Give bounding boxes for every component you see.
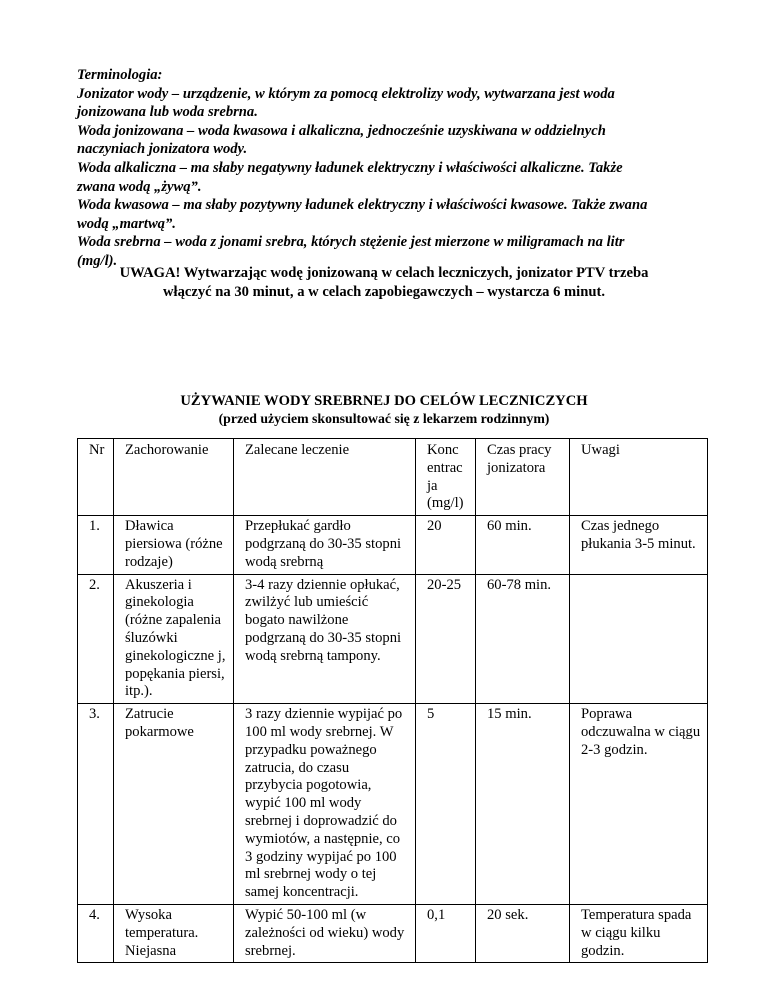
cell-disease: Zatrucie pokarmowe xyxy=(114,704,234,905)
terminology-line: wodą „martwą”. xyxy=(77,215,176,232)
cell-concentration: 20-25 xyxy=(416,574,476,704)
cell-notes: Temperatura spada w ciągu kilku godzin. xyxy=(570,904,708,962)
terminology-block xyxy=(77,66,697,271)
cell-treatment: 3-4 razy dziennie opłukać, zwilżyć lub umieścić bogato nawilżone podgrzaną do 30-35 stopni wodą srebrną tampony. xyxy=(234,574,416,704)
terminology-line: Woda jonizowana – woda kwasowa i alkaliczna, jednocześnie uzyskiwana w oddzielnych xyxy=(77,122,606,139)
cell-concentration: 5 xyxy=(416,704,476,905)
cell-concentration: 0,1 xyxy=(416,904,476,962)
cell-time: 20 sek. xyxy=(476,904,570,962)
terminology-line: Jonizator wody – urządzenie, w którym za pomocą elektrolizy wody, wytwarzana jest woda xyxy=(77,85,615,102)
cell-time: 60 min. xyxy=(476,516,570,574)
header-time: Czas pracy jonizatora xyxy=(476,439,570,516)
treatment-table xyxy=(77,438,708,963)
table-header-row xyxy=(78,439,708,516)
header-treatment: Zalecane leczenie xyxy=(234,439,416,516)
table-row xyxy=(78,516,708,574)
terminology-line: Woda srebrna – woda z jonami srebra, których stężenie jest mierzone w miligramach na litr xyxy=(77,234,625,251)
cell-treatment: 3 razy dziennie wypijać po 100 ml wody srebrnej. W przypadku poważnego zatrucia, do czasu przybycia pogotowia, wypić 100 ml wody srebrnej i doprowadzić do wymiotów, a następnie, co 3 godziny wypijać po 100 ml srebrnej wody o tej samej koncentracji. xyxy=(234,704,416,905)
cell-time: 60-78 min. xyxy=(476,574,570,704)
terminology-line: jonizowana lub woda srebrna. xyxy=(77,104,258,121)
header-nr: Nr xyxy=(78,439,114,516)
terminology-line: naczyniach jonizatora wody. xyxy=(77,141,248,158)
table-row xyxy=(78,904,708,962)
terminology-line: Terminologia: xyxy=(77,67,163,83)
cell-nr: 2. xyxy=(78,574,114,704)
table-row xyxy=(78,704,708,905)
section-subtitle: (przed użyciem skonsultować się z lekarzem rodzinnym) xyxy=(218,411,550,426)
cell-treatment: Wypić 50-100 ml (w zależności od wieku) wody srebrnej. xyxy=(234,904,416,962)
cell-disease: Akuszeria i ginekologia (różne zapalenia śluzówki ginekologiczne j, popękania piersi, itp.). xyxy=(114,574,234,704)
cell-nr: 1. xyxy=(78,516,114,574)
terminology-line: Woda alkaliczna – ma słaby negatywny ładunek elektryczny i właściwości alkaliczne. Także xyxy=(77,159,623,176)
header-notes: Uwagi xyxy=(570,439,708,516)
cell-nr: 4. xyxy=(78,904,114,962)
cell-notes xyxy=(570,574,708,704)
header-disease: Zachorowanie xyxy=(114,439,234,516)
terminology-line: Woda kwasowa – ma słaby pozytywny ładunek elektryczny i właściwości kwasowe. Także zwana xyxy=(77,197,648,214)
terminology-line: (mg/l). xyxy=(77,252,118,269)
cell-notes: Poprawa odczuwalna w ciągu 2-3 godzin. xyxy=(570,704,708,905)
cell-time: 15 min. xyxy=(476,704,570,905)
cell-concentration: 20 xyxy=(416,516,476,574)
terminology-line: zwana wodą „żywą”. xyxy=(77,178,202,195)
table-row xyxy=(78,574,708,704)
header-concentration: Konc entrac ja (mg/l) xyxy=(416,439,476,516)
warning-line-1: UWAGA! Wytwarzając wodę jonizowaną w celach leczniczych, jonizator PTV trzeba xyxy=(119,265,649,281)
cell-nr: 3. xyxy=(78,704,114,905)
warning-line-2: włączyć na 30 minut, a w celach zapobiegawczych – wystarcza 6 minut. xyxy=(163,283,605,300)
warning-note xyxy=(77,264,691,301)
cell-disease: Dławica piersiowa (różne rodzaje) xyxy=(114,516,234,574)
cell-disease: Wysoka temperatura. Niejasna xyxy=(114,904,234,962)
cell-notes: Czas jednego płukania 3-5 minut. xyxy=(570,516,708,574)
cell-treatment: Przepłukać gardło podgrzaną do 30-35 stopni wodą srebrną xyxy=(234,516,416,574)
section-title: UŻYWANIE WODY SREBRNEJ DO CELÓW LECZNICZYCH xyxy=(180,393,588,409)
